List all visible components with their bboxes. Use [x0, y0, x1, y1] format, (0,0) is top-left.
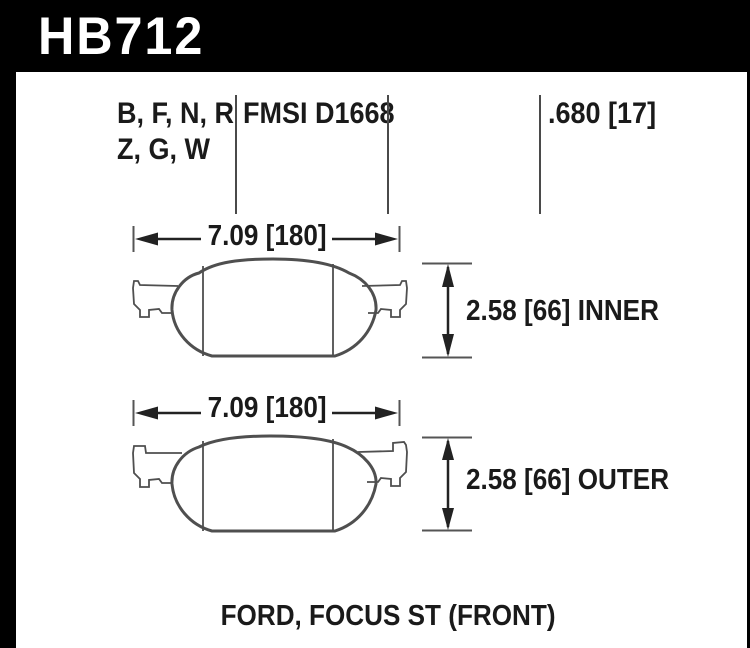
outer-pad-height-dimension: 2.58 [66] OUTER	[466, 464, 670, 496]
application-name: FORD, FOCUS ST (FRONT)	[220, 600, 556, 632]
pad-thickness: .680 [17]	[548, 97, 657, 130]
compound-codes-line2: Z, G, W	[117, 133, 210, 166]
inner-pad-height-dimension: 2.58 [66] INNER	[466, 295, 659, 327]
outer-pad-width-dimension: 7.09 [180]	[207, 392, 327, 424]
compound-codes	[117, 96, 247, 168]
fmsi-number: FMSI D1668	[243, 97, 395, 130]
inner-pad-width-dimension: 7.09 [180]	[207, 220, 327, 252]
part-number-text: HB712	[38, 7, 205, 66]
part-number-title	[38, 7, 213, 66]
compound-codes-line1: B, F, N, R	[117, 97, 235, 130]
